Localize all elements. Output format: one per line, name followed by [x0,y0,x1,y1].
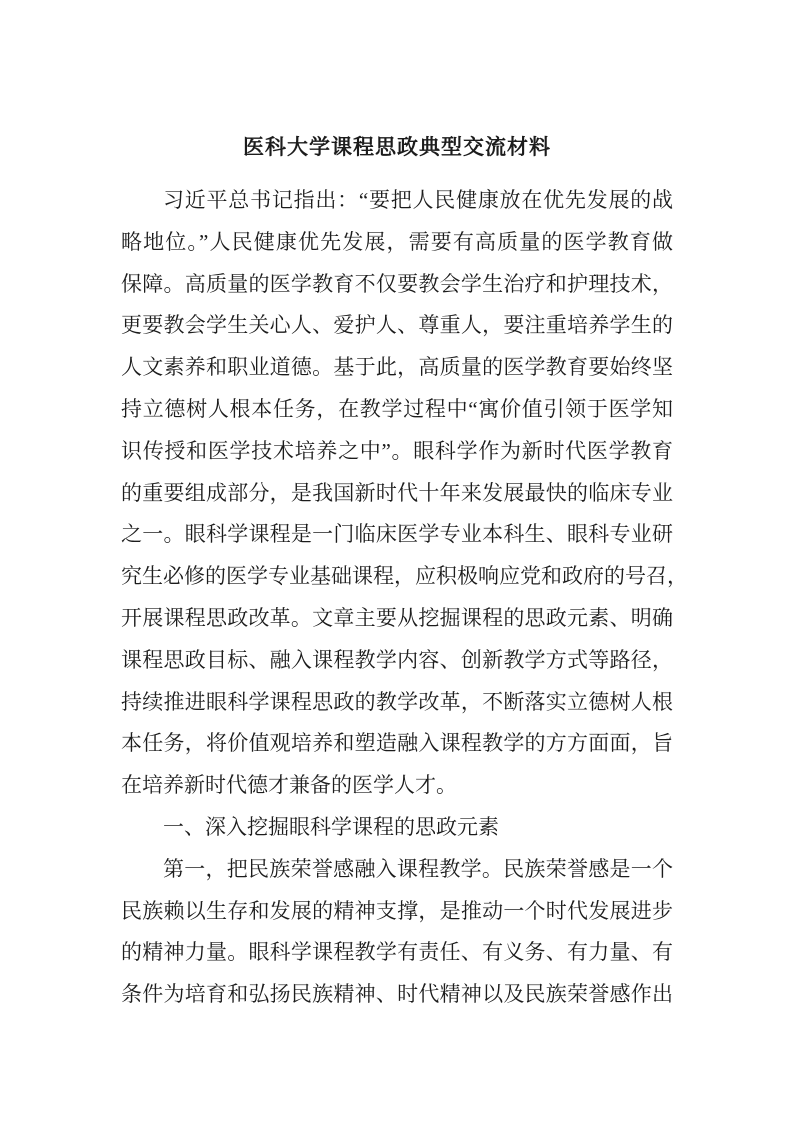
paragraph-line: 识传授和医学技术培养之中”。眼科学作为新时代医学教育 [121,438,673,463]
paragraph-line: 习近平总书记指出：“要把人民健康放在优先发展的战 [163,188,673,212]
paragraph-line: 在培养新时代德才兼备的医学人才。 [121,773,457,798]
document-title: 医科大学课程思政典型交流材料 [243,135,551,159]
paragraph-line: 课程思政目标、融入课程教学内容、创新教学方式等路径， [121,647,673,672]
paragraph-line: 持立德树人根本任务，在教学过程中“寓价值引领于医学知 [121,396,673,421]
paragraph-line: 本任务，将价值观培养和塑造融入课程教学的方方面面，旨 [121,731,673,756]
paragraph-line: 民族赖以生存和发展的精神支撑，是推动一个时代发展进步 [121,898,673,923]
paragraph-line: 究生必修的医学专业基础课程，应积极响应党和政府的号召， [121,564,688,589]
section-heading: 一、深入挖掘眼科学课程的思政元素 [163,814,499,839]
paragraph-line: 开展课程思政改革。文章主要从挖掘课程的思政元素、明确 [121,605,673,630]
paragraph-line: 第一，把民族荣誉感融入课程教学。民族荣誉感是一个 [163,856,673,881]
paragraph-line: 保障。高质量的医学教育不仅要教会学生治疗和护理技术， [121,271,673,296]
paragraph-line: 持续推进眼科学课程思政的教学改革，不断落实立德树人根 [121,689,673,714]
paragraph-line: 的精神力量。眼科学课程教学有责任、有义务、有力量、有 [121,940,673,965]
paragraph-line: 条件为培育和弘扬民族精神、时代精神以及民族荣誉感作出 [121,982,673,1007]
paragraph-line: 更要教会学生关心人、爱护人、尊重人，要注重培养学生的 [121,313,673,338]
paragraph-line: 略地位。”人民健康优先发展，需要有高质量的医学教育做 [121,229,673,254]
paragraph-line: 之一。眼科学课程是一门临床医学专业本科生、眼科专业研 [121,522,673,547]
document-body [121,180,688,1016]
paragraph-line: 的重要组成部分，是我国新时代十年来发展最快的临床专业 [121,480,673,505]
paragraph-line: 人文素养和职业道德。基于此，高质量的医学教育要始终坚 [121,355,673,380]
